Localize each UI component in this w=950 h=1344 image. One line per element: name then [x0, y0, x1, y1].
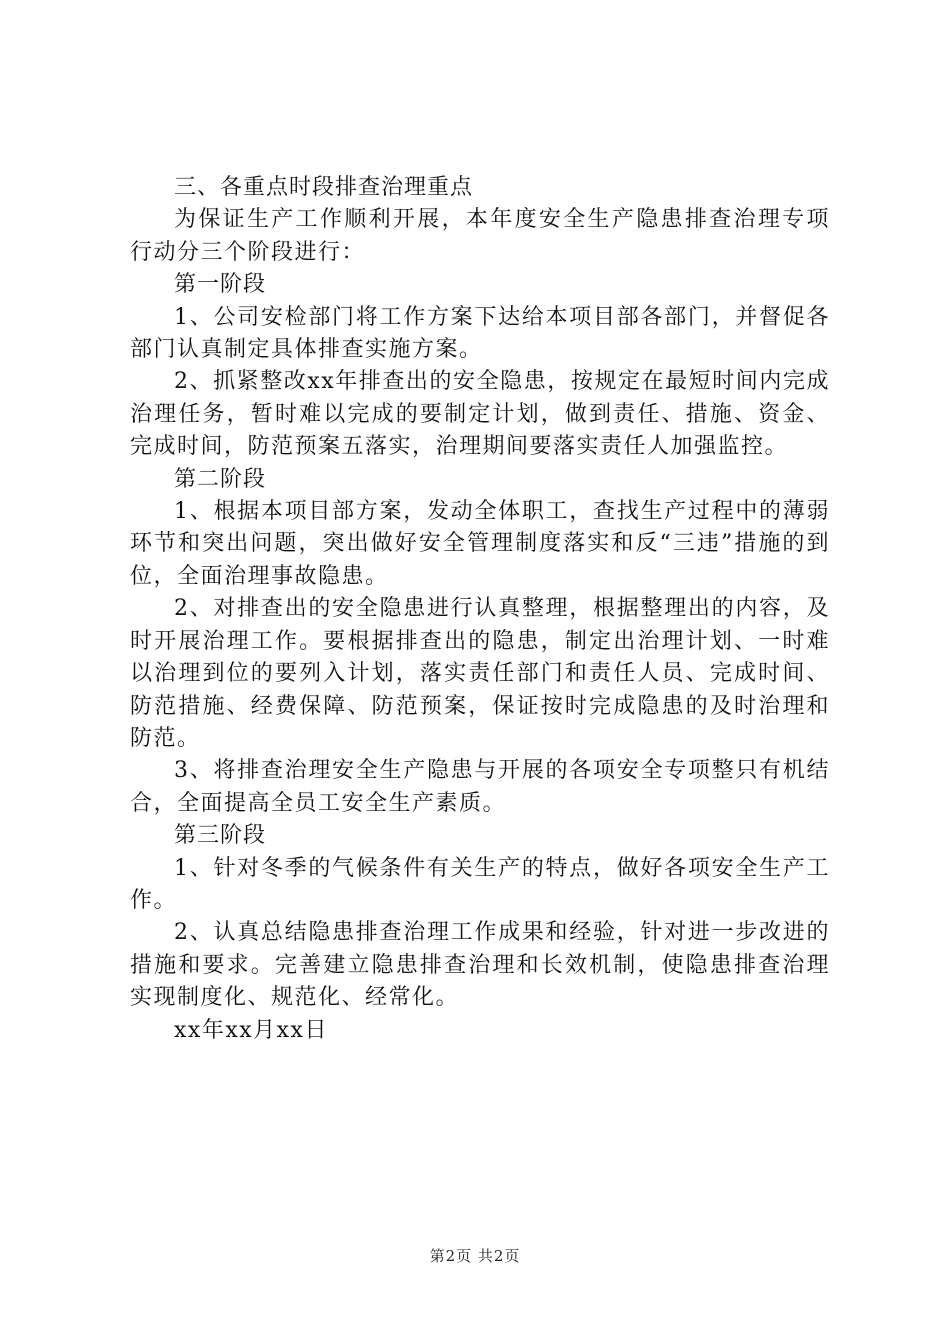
intro-paragraph: 为保证生产工作顺利开展，本年度安全生产隐患排查治理专项行动分三个阶段进行：: [130, 207, 830, 265]
stage-two-item-2: 2、对排查出的安全隐患进行认真整理，根据整理出的内容，及时开展治理工作。要根据排查出的隐患，制定出治理计划、一时难以治理到位的要列入计划，落实责任部门和责任人员、完成时间、防范措施、经费保障、防范预案，保证按时完成隐患的及时治理和防范。: [130, 596, 830, 751]
section-heading: 三、各重点时段排查治理重点: [174, 175, 474, 200]
stage-two-item-1: 1、根据本项目部方案，发动全体职工，查找生产过程中的薄弱环节和突出问题，突出做好安全管理制度落实和反“三违”措施的到位，全面治理事故隐患。: [130, 499, 830, 589]
stage-one-item-1: 1、公司安检部门将工作方案下达给本项目部各部门，并督促各部门认真制定具体排查实施方案。: [130, 304, 830, 363]
stage-three-item-1: 1、针对冬季的气候条件有关生产的特点，做好各项安全生产工作。: [130, 855, 830, 913]
stage-two-heading: 第二阶段: [174, 466, 267, 492]
page-number-footer: 第2页 共2页: [429, 1247, 521, 1265]
stage-one-heading: 第一阶段: [174, 272, 267, 298]
document-body: [130, 172, 830, 1047]
stage-three-heading: 第三阶段: [174, 823, 267, 849]
stage-two-item-3: 3、将排查治理安全生产隐患与开展的各项安全专项整只有机结合，全面提高全员工安全生产素质。: [130, 758, 830, 816]
stage-one-item-2: 2、抓紧整改xx年排查出的安全隐患，按规定在最短时间内完成治理任务，暂时难以完成的要制定计划，做到责任、措施、资金、完成时间，防范预案五落实，治理期间要落实责任人加强监控。: [130, 369, 830, 460]
stage-three-item-2: 2、认真总结隐患排查治理工作成果和经验，针对进一步改进的措施和要求。完善建立隐患排查治理和长效机制，使隐患排查治理实现制度化、规范化、经常化。: [130, 920, 830, 1011]
document-date: xx年xx月xx日: [174, 1017, 328, 1043]
